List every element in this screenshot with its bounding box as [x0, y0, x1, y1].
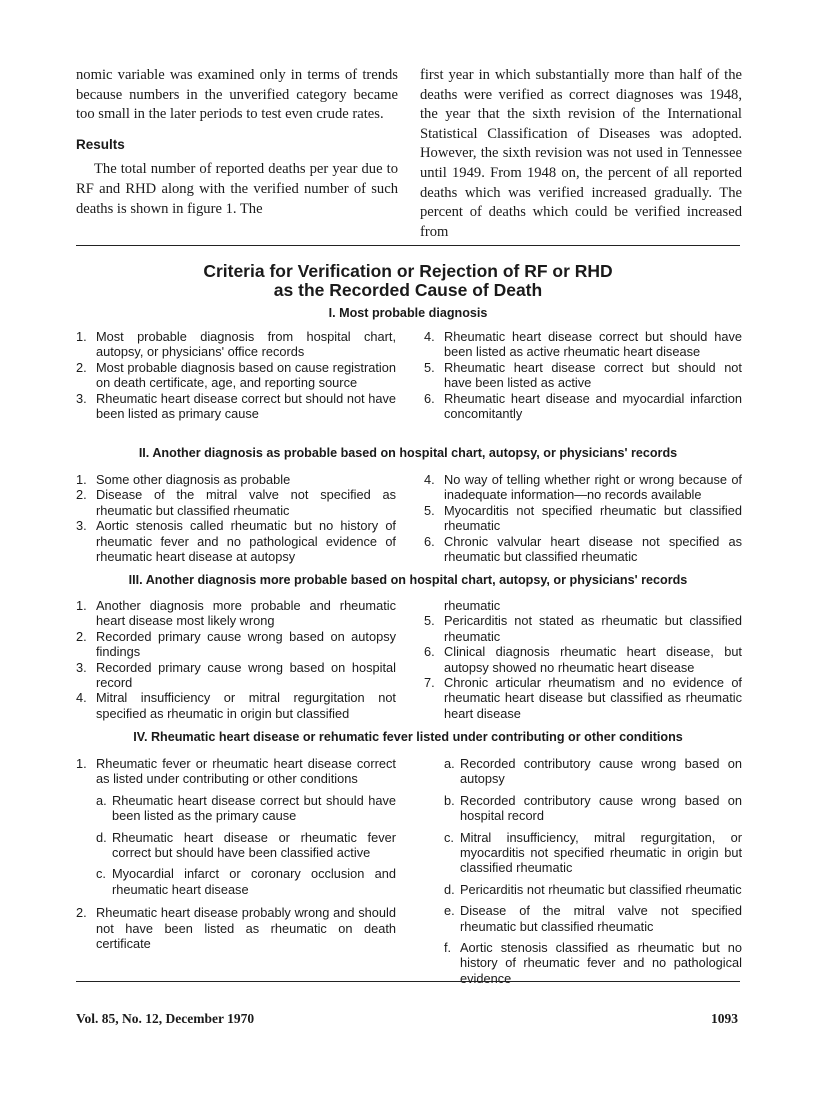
list-item	[76, 660, 396, 691]
sub-item	[424, 756, 742, 787]
item-text: Rheumatic heart disease and myocardial infarction concomitantly	[444, 390, 742, 422]
item-letter: f.	[444, 940, 452, 956]
item-letter: c.	[444, 829, 454, 845]
item-letter: e.	[444, 903, 455, 919]
item-text: Rheumatic heart disease correct but should have been listed as the primary cause	[112, 792, 396, 824]
item-text: Most probable diagnosis based on cause registration on death certificate, age, and reporting source	[96, 359, 396, 391]
section-heading-2: II. Another diagnosis as probable based on hospital chart, autopsy, or physicians' records	[138, 446, 678, 460]
item-number: 1.	[76, 329, 87, 344]
section-3-right-list	[424, 598, 742, 721]
item-number: 1.	[76, 472, 87, 487]
item-text: Recorded primary cause wrong based on autopsy findings	[96, 628, 396, 660]
section-heading-results: Results	[76, 136, 125, 152]
item-number: 3.	[76, 518, 87, 534]
paragraph: nomic variable was examined only in terms of trends because numbers in the unverified category became too small in the later periods to test even crude rates.	[76, 67, 398, 123]
item-number: 5.	[424, 613, 435, 629]
section-heading-3: III. Another diagnosis more probable based on hospital chart, autopsy, or physicians' records	[128, 573, 688, 587]
item-text: Another diagnosis more probable and rheumatic heart disease most likely wrong	[96, 598, 396, 629]
item-letter: c.	[96, 866, 106, 882]
list-item	[76, 905, 396, 951]
item-text: Recorded primary cause wrong based on hospital record	[96, 659, 396, 691]
item-number: 6.	[424, 533, 435, 549]
box-bottom-rule	[76, 981, 740, 982]
list-item	[76, 472, 396, 487]
list-item	[424, 472, 742, 503]
list-item	[424, 613, 742, 644]
item-text: Rheumatic heart disease or rheumatic fever correct but should have been classified active	[112, 829, 396, 861]
sub-item	[76, 866, 396, 897]
paragraph: The total number of reported deaths per year due to RF and RHD along with the verified number of such deaths is shown in figure 1. The	[76, 161, 398, 217]
list-item	[76, 329, 396, 360]
item-text: Rheumatic fever or rheumatic heart disease correct as listed under contributing or other conditions	[96, 756, 396, 787]
item-number: 1.	[76, 756, 87, 771]
item-text: Rheumatic heart disease correct but should not have been listed as primary cause	[96, 390, 396, 422]
item-text: Aortic stenosis called rheumatic but no history of rheumatic fever and no pathological evidence of rheumatic heart disease at autopsy	[96, 518, 396, 565]
item-number: 4.	[424, 472, 435, 487]
page-number: 1093	[711, 1011, 738, 1026]
item-number: 4.	[76, 690, 87, 706]
item-text: Aortic stenosis classified as rheumatic but no history of rheumatic fever and no pathological evidence	[460, 940, 742, 986]
list-item	[424, 534, 742, 565]
item-letter: d.	[96, 829, 107, 845]
item-text: Most probable diagnosis from hospital chart, autopsy, or physicians' office records	[96, 329, 396, 360]
journal-citation: Vol. 85, No. 12, December 1970	[76, 1011, 255, 1026]
box-top-rule	[76, 245, 740, 246]
item-number: 3.	[76, 390, 87, 406]
item-number: 2.	[76, 628, 87, 644]
item-text: No way of telling whether right or wrong because of inadequate information—no records available	[444, 472, 742, 503]
item-text: Chronic valvular heart disease not specified as rheumatic but classified rheumatic	[444, 533, 742, 565]
item-letter: b.	[444, 792, 455, 808]
item-text: Clinical diagnosis rheumatic heart disease, but autopsy showed no rheumatic heart disease	[444, 644, 742, 675]
section-3-left-list	[76, 598, 396, 721]
sub-item	[424, 940, 742, 986]
item-text: Recorded contributory cause wrong based on hospital record	[460, 792, 742, 824]
item-text: Some other diagnosis as probable	[96, 472, 291, 487]
continued-text: rheumatic	[444, 598, 501, 613]
sub-item	[424, 882, 742, 897]
item-number: 6.	[424, 644, 435, 660]
item-number: 2.	[76, 487, 87, 503]
list-item	[76, 487, 396, 518]
section-heading-4: IV. Rheumatic heart disease or rehumatic fever listed under contributing or other conditions	[133, 730, 683, 744]
item-number: 2.	[76, 359, 87, 375]
item-text: Mitral insufficiency, mitral regurgitation, or myocarditis not specified rheumatic in origin but classified rheumatic	[460, 829, 742, 876]
list-item	[424, 644, 742, 675]
sub-item	[424, 830, 742, 876]
section-heading-1: I. Most probable diagnosis	[328, 306, 488, 320]
item-text: Myocardial infarct or coronary occlusion and rheumatic heart disease	[112, 866, 396, 897]
list-item	[76, 360, 396, 391]
section-4-right-list	[424, 756, 742, 986]
item-number: 7.	[424, 675, 435, 691]
section-1-left-list	[76, 329, 396, 421]
item-text: Chronic articular rheumatism and no evidence of rheumatic heart disease but classified as rheumatic heart disease	[444, 675, 742, 721]
list-item	[76, 518, 396, 564]
item-text: Pericarditis not rheumatic but classified rheumatic	[460, 881, 742, 897]
paragraph: first year in which substantially more than half of the deaths were verified as correct diagnoses was 1948, the year that the sixth revision of the International Statistical Classification of Diseases was adopted. However, the sixth revision was not used in Tennessee until 1949. From 1948 on, the percent of all reported deaths which was verified increased gradually. The percent of deaths which could be verified increased from	[420, 67, 742, 240]
box-title-line-2: as the Recorded Cause of Death	[273, 280, 543, 300]
list-item	[424, 675, 742, 721]
section-2-left-list	[76, 472, 396, 564]
section-1-right-list	[424, 329, 742, 421]
list-item	[424, 391, 742, 422]
sub-item	[76, 793, 396, 824]
item-text: Recorded contributory cause wrong based on autopsy	[460, 756, 742, 787]
list-item	[76, 629, 396, 660]
item-text: Rheumatic heart disease probably wrong and should not have been listed as rheumatic on death certificate	[96, 905, 396, 952]
item-text: Mitral insufficiency or mitral regurgitation not specified as rheumatic in origin but classified	[96, 690, 396, 721]
list-item	[76, 756, 396, 787]
list-item	[424, 329, 742, 360]
item-number: 2.	[76, 905, 87, 921]
item-text: Myocarditis not specified rheumatic but classified rheumatic	[444, 502, 742, 534]
body-column-left	[76, 66, 398, 219]
item-number: 3.	[76, 659, 87, 675]
item-letter: a.	[444, 756, 455, 771]
section-2-right-list	[424, 472, 742, 564]
item-number: 5.	[424, 502, 435, 518]
item-text: Pericarditis not stated as rheumatic but classified rheumatic	[444, 613, 742, 644]
list-item	[76, 391, 396, 422]
item-text: Rheumatic heart disease correct but should have been listed as active rheumatic heart disease	[444, 329, 742, 360]
item-letter: d.	[444, 881, 455, 897]
sub-item	[76, 830, 396, 861]
item-letter: a.	[96, 792, 107, 808]
item-number: 5.	[424, 359, 435, 375]
box-title	[76, 262, 740, 300]
sub-item	[424, 903, 742, 934]
section-4-left-list	[76, 756, 396, 951]
list-item	[424, 503, 742, 534]
item-text: Rheumatic heart disease correct but should not have been listed as active	[444, 359, 742, 391]
body-column-right	[420, 66, 742, 242]
box-title-line-1: Criteria for Verification or Rejection of RF or RHD	[203, 261, 613, 281]
list-item	[76, 598, 396, 629]
sub-item	[424, 793, 742, 824]
item-text: Disease of the mitral valve not specified rheumatic but classified rheumatic	[460, 903, 742, 934]
list-item	[424, 360, 742, 391]
list-item	[76, 690, 396, 721]
item-text: Disease of the mitral valve not specified as rheumatic but classified rheumatic	[96, 487, 396, 518]
item-number: 6.	[424, 390, 435, 406]
item-number: 4.	[424, 329, 435, 344]
item-number: 1.	[76, 598, 87, 613]
